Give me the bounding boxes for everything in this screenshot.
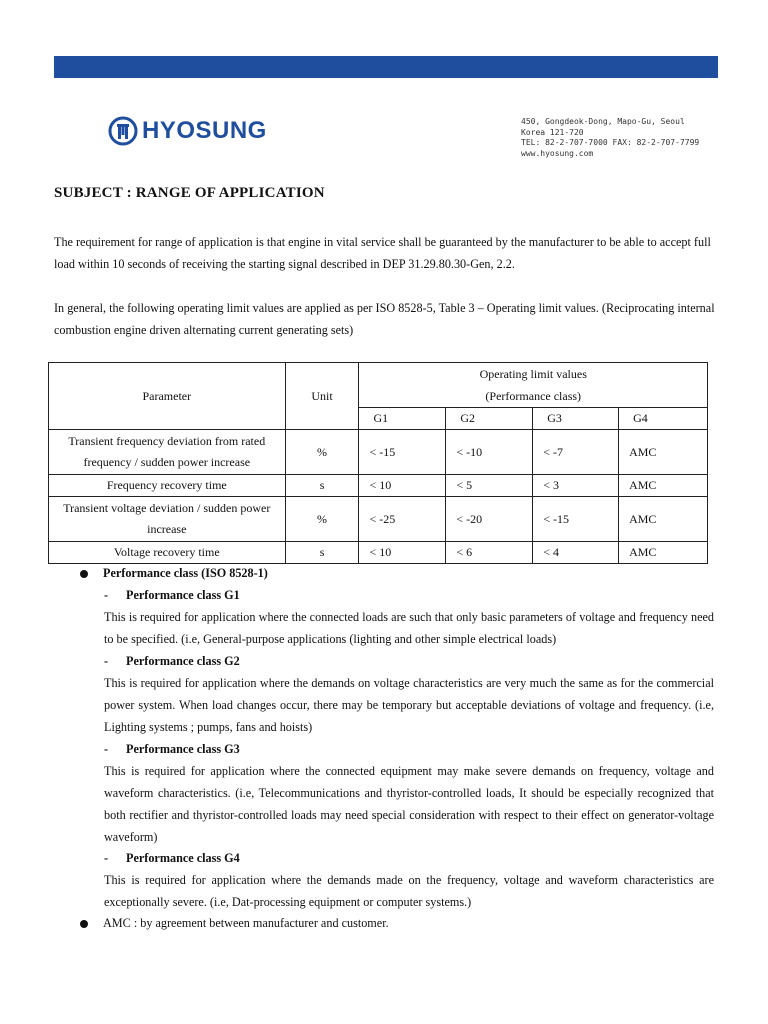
- class-g2: G2: [446, 408, 533, 430]
- address-line: Korea 121-720: [521, 127, 584, 137]
- class-g4: G4: [619, 408, 708, 430]
- bullet-item: [80, 566, 268, 581]
- row-value: < 10: [359, 542, 446, 564]
- bullet-icon: [80, 570, 88, 578]
- class-title: Performance class G1: [126, 588, 240, 602]
- company-address: [521, 117, 699, 159]
- row-value: < -10: [446, 430, 533, 475]
- class-g3: G3: [533, 408, 619, 430]
- intro-paragraph: The requirement for range of application is that engine in vital service shall be guaranteed by the manufacturer to be able to accept full load within 10 seconds of receiving the starting signal described in DEP 31.29.80.30-Gen, 2.2.: [54, 235, 711, 271]
- address-line: www.hyosung.com: [521, 148, 594, 158]
- row-value: < 10: [359, 475, 446, 497]
- bullet-text: Performance class (ISO 8528-1): [103, 566, 268, 580]
- brand-name: HYOSUNG: [142, 117, 267, 144]
- class-heading-g2: [104, 654, 240, 669]
- standard-paragraph: In general, the following operating limit values are applied as per ISO 8528-5, Table 3 – Operating limit values. (Reciprocating internal combustion engine driven alternating current generating sets): [54, 301, 715, 337]
- table-row: [49, 497, 708, 542]
- bullet-icon: [80, 920, 88, 928]
- class-g1: G1: [359, 408, 446, 430]
- header-operating-limits: [359, 363, 708, 408]
- dash-marker: -: [104, 654, 109, 668]
- row-value: < -25: [359, 497, 446, 542]
- row-value: < -7: [533, 430, 619, 475]
- hyosung-logo-icon: [108, 116, 138, 146]
- row-value: AMC: [619, 430, 708, 475]
- dash-marker: -: [104, 851, 109, 865]
- address-line: 450, Gongdeok-Dong, Mapo-Gu, Seoul: [521, 117, 685, 126]
- table-row: [49, 542, 708, 564]
- row-unit: %: [285, 497, 359, 542]
- operating-limits-table: [48, 362, 708, 564]
- class-heading-g1: [104, 588, 240, 603]
- table-row: [49, 475, 708, 497]
- row-value: < -20: [446, 497, 533, 542]
- header-accent-bar: [54, 56, 718, 78]
- header-group-line: (Performance class): [485, 389, 582, 403]
- bullet-text: AMC : by agreement between manufacturer and customer.: [103, 916, 389, 930]
- class-description-g3: This is required for application where the connected equipment may make severe demands on frequency, voltage and waveform characteristics. (i.e, Telecommunications and thyristor-controlled loads, It should be especially recognized that both rectifier and thyristor-controlled loads may need special consideration with respect to their effect on generator-voltage waveform): [104, 764, 714, 844]
- class-title: Performance class G3: [126, 742, 240, 756]
- row-value: AMC: [619, 497, 708, 542]
- bullet-item: [80, 916, 389, 931]
- class-description-g4: This is required for application where the demands made on the frequency, voltage and waveform characteristics are exceptionally severe. (i.e, Dat-processing equipment or computer systems.): [104, 873, 714, 909]
- header-group-line: Operating limit values: [479, 367, 587, 381]
- row-unit: s: [285, 475, 359, 497]
- row-parameter: Frequency recovery time: [49, 475, 286, 497]
- header-parameter: Parameter: [49, 363, 286, 430]
- row-value: < 6: [446, 542, 533, 564]
- class-heading-g3: [104, 742, 240, 757]
- class-description-g1: This is required for application where the connected loads are such that only basic parameters of voltage and frequency need to be specified. (i.e, General-purpose applications (lighting and other simple electrical loads): [104, 610, 714, 646]
- row-value: < 5: [446, 475, 533, 497]
- class-title: Performance class G2: [126, 654, 240, 668]
- row-parameter: Voltage recovery time: [49, 542, 286, 564]
- row-value: AMC: [619, 542, 708, 564]
- row-value: AMC: [619, 475, 708, 497]
- table-row: [49, 430, 708, 475]
- row-parameter: Transient frequency deviation from rated frequency / sudden power increase: [49, 430, 286, 475]
- row-unit: s: [285, 542, 359, 564]
- class-description-g2: This is required for application where the demands on voltage characteristics are very much the same as for the commercial power system. When load changes occur, there may be temporary but acceptable deviations of voltage and frequency. (i.e, Lighting systems ; pumps, fans and hoists): [104, 676, 714, 734]
- document-subject: SUBJECT : RANGE OF APPLICATION: [54, 185, 325, 201]
- class-heading-g4: [104, 851, 240, 866]
- row-unit: %: [285, 430, 359, 475]
- address-line: TEL: 82-2-707-7000 FAX: 82-2-707-7799: [521, 138, 700, 147]
- row-value: < 4: [533, 542, 619, 564]
- dash-marker: -: [104, 742, 109, 756]
- header-unit: Unit: [285, 363, 359, 430]
- row-value: < -15: [359, 430, 446, 475]
- company-logo: [108, 116, 267, 146]
- class-title: Performance class G4: [126, 851, 240, 865]
- table-header-row: [49, 363, 708, 408]
- dash-marker: -: [104, 588, 109, 602]
- row-value: < 3: [533, 475, 619, 497]
- row-value: < -15: [533, 497, 619, 542]
- row-parameter: Transient voltage deviation / sudden power increase: [49, 497, 286, 542]
